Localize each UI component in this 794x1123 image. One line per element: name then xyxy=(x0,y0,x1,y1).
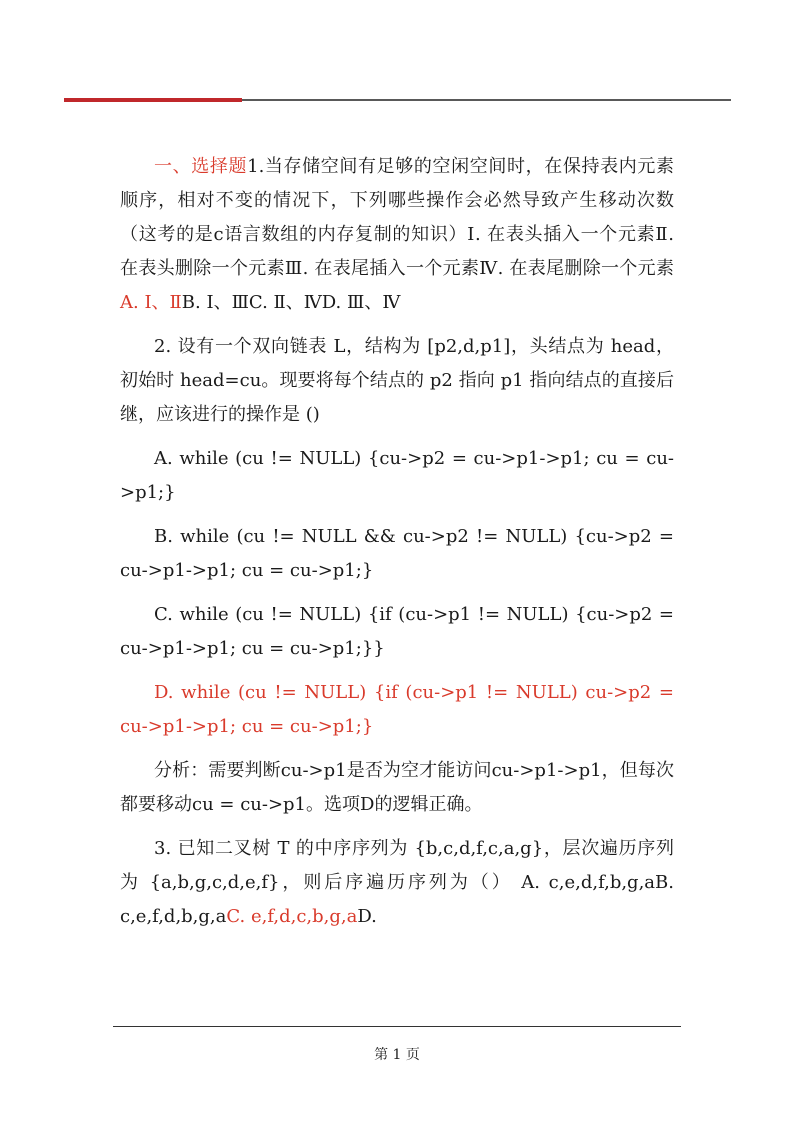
question-2-analysis: 分析：需要判断cu->p1是否为空才能访问cu->p1->p1，但每次都要移动cu = cu->p1。选项D的逻辑正确。 xyxy=(120,760,674,815)
page-number: 第 1 页 xyxy=(374,1047,420,1063)
document-body xyxy=(120,150,674,944)
question-2-option-a: A. while (cu != NULL) {cu->p2 = cu->p1->p1; cu = cu->p1;} xyxy=(120,448,674,503)
question-2-option-d-answer: D. while (cu != NULL) {if (cu->p1 != NULL) cu->p2 = cu->p1->p1; cu = cu->p1;} xyxy=(120,682,674,737)
header-rule xyxy=(242,99,731,101)
header-rule-accent xyxy=(64,98,242,102)
question-3-option-a: A. c,e,d,f,b,g,a xyxy=(521,872,656,893)
question-2: 2. 设有一个双向链表 L，结构为 [p2,d,p1]，头结点为 head，初始时 head=cu。现要将每个结点的 p2 指向 p1 指向结点的直接后继，应该进行的操作是 () xyxy=(120,336,674,425)
footer-rule xyxy=(113,1026,681,1027)
question-1-stem: 1.当存储空间有足够的空闲空间时，在保持表内元素顺序，相对不变的情况下，下列哪些操作会必然导致产生移动次数（这考的是c语言数组的内存复制的知识）Ⅰ. 在表头插入一个元素Ⅱ. 在表头删除一个元素Ⅲ. 在表尾插入一个元素Ⅳ. 在表尾删除一个元素 xyxy=(120,156,675,279)
question-1-options: B. Ⅰ、ⅢC. Ⅱ、ⅣD. Ⅲ、Ⅳ xyxy=(181,292,401,313)
question-1-answer: A. Ⅰ、Ⅱ xyxy=(120,292,182,313)
question-3-option-b: B. c,e,f,d,b,g,a xyxy=(120,872,674,927)
question-3-stem: 3. 已知二叉树 T 的中序序列为 {b,c,d,f,c,a,g}，层次遍历序列为 {a,b,g,c,d,e,f}，则后序遍历序列为（） xyxy=(120,838,674,893)
section-label: 一、选择题 xyxy=(154,156,248,177)
question-3 xyxy=(120,832,674,934)
question-2-option-b: B. while (cu != NULL && cu->p2 != NULL) {cu->p2 = cu->p1->p1; cu = cu->p1;} xyxy=(120,526,674,581)
question-2-option-c: C. while (cu != NULL) {if (cu->p1 != NULL) {cu->p2 = cu->p1->p1; cu = cu->p1;}} xyxy=(120,604,674,659)
question-1 xyxy=(120,150,674,320)
question-3-option-c-answer: C. e,f,d,c,b,g,a xyxy=(226,906,358,927)
question-3-option-d: D. xyxy=(357,906,377,927)
